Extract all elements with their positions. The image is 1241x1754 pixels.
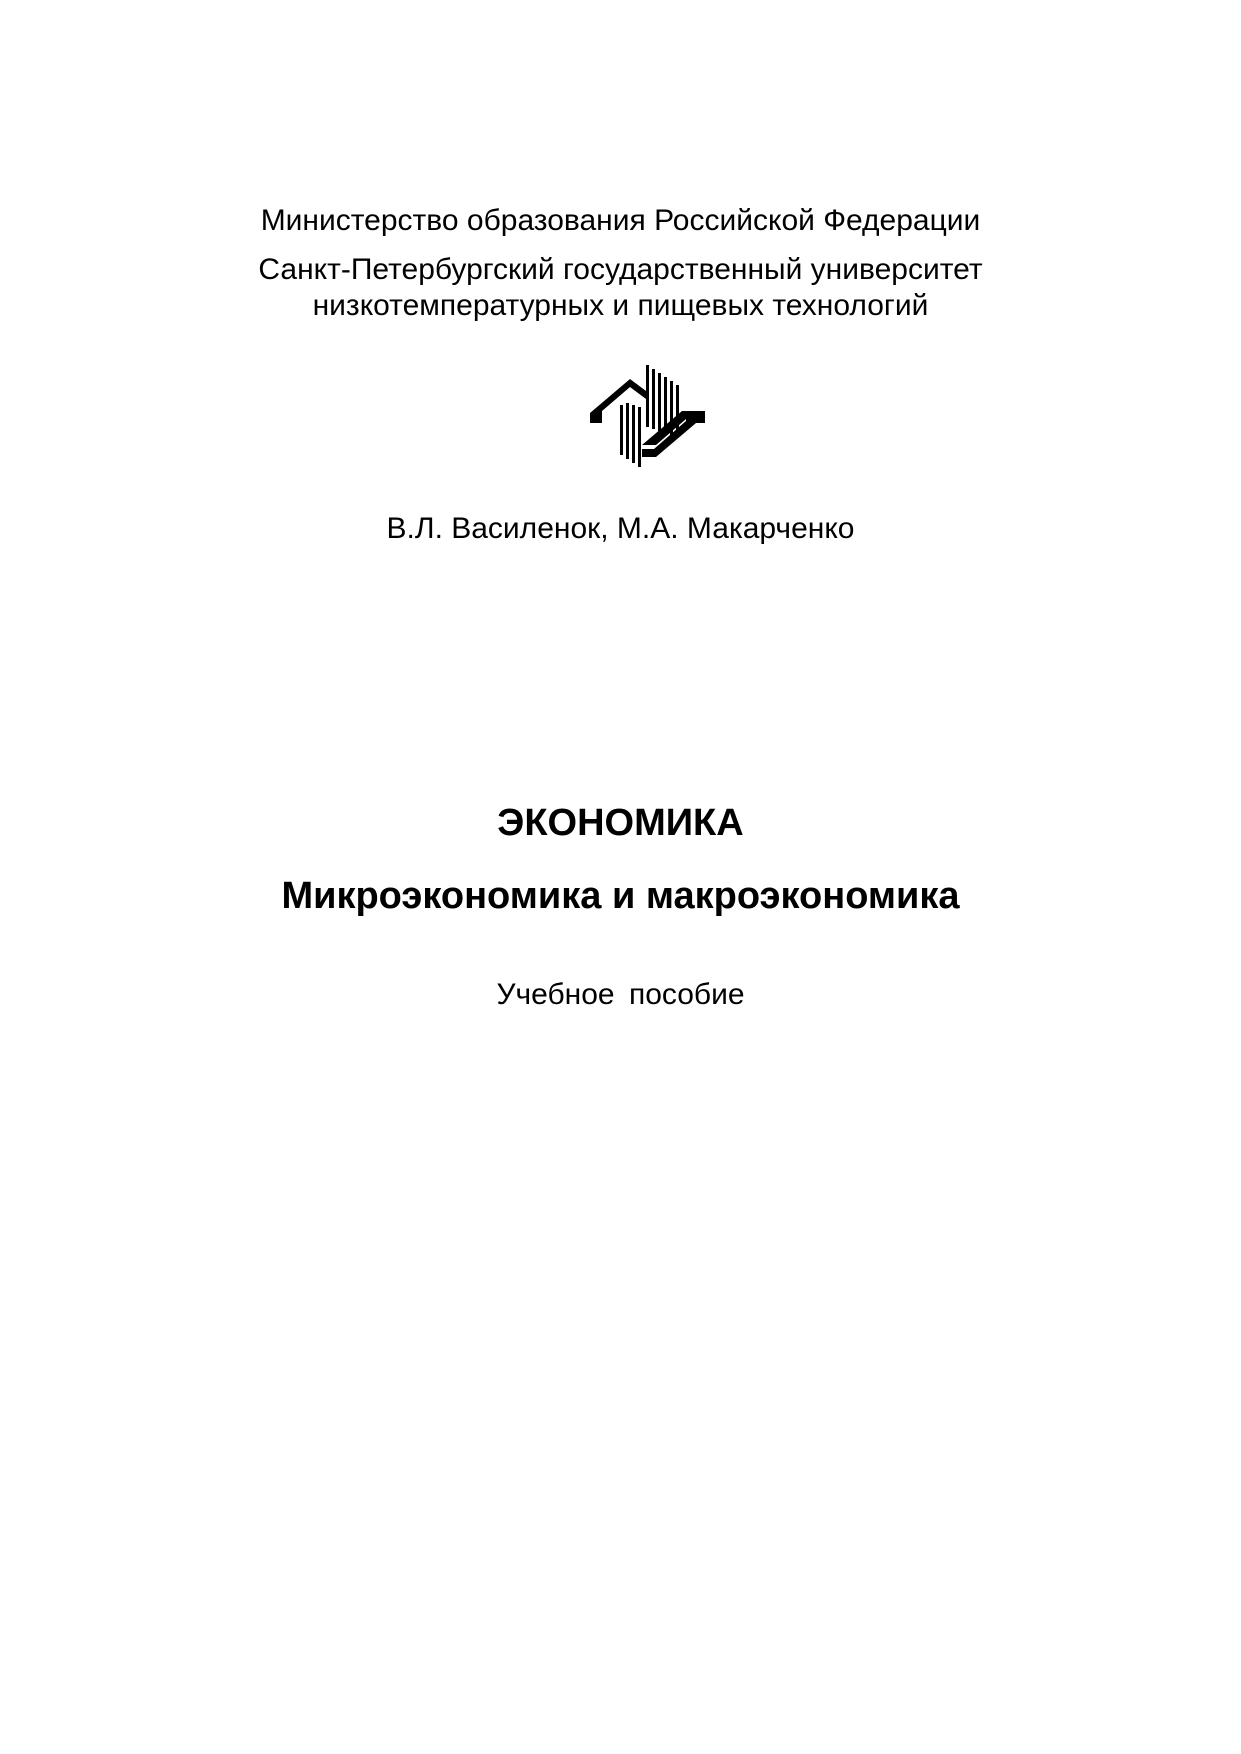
university-emblem-icon [590,365,705,470]
ministry-name: Министерство образования Российской Федерации [260,204,981,237]
book-subtitle: Микроэкономика и макроэкономика [281,875,960,917]
document-type: Учебное пособие [496,978,745,1011]
book-title: ЭКОНОМИКА [497,802,744,844]
authors: В.Л. Василенок, М.А. Макарченко [386,512,855,545]
university-name-line2: низкотемпературных и пищевых технологий [312,289,929,322]
university-name-line1: Санкт-Петербургский государственный университет [258,253,983,286]
